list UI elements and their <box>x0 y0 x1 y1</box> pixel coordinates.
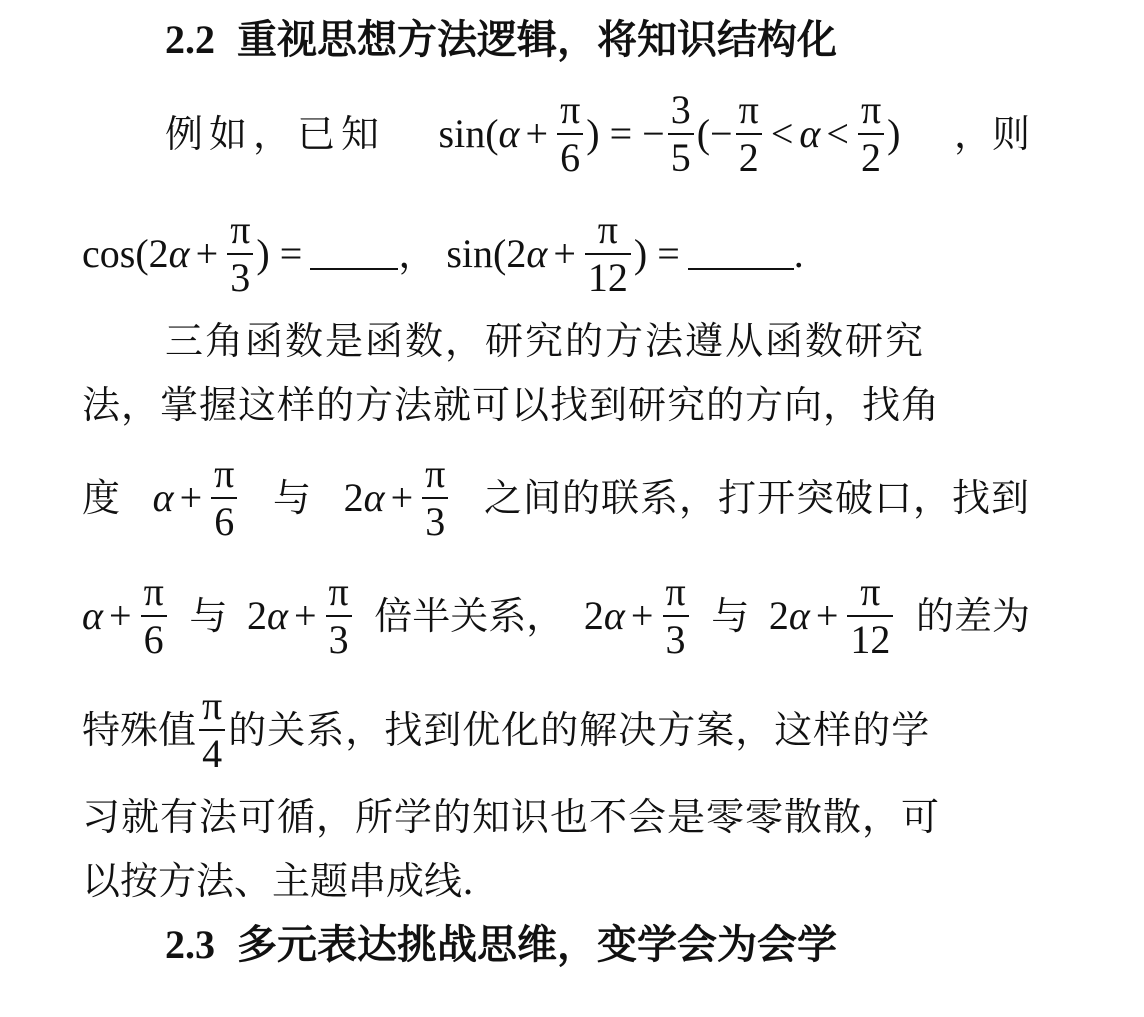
fraction-pi-over-6: $\frac{\pi}{6}$ <box>141 572 167 660</box>
fraction-pi-over-3: $\frac{\pi}{3}$ <box>422 454 448 542</box>
paragraph-line-7: 以按方法、主题串成线. <box>82 859 475 903</box>
paragraph-line-4: α + $\frac{\pi}{6}$ 与 2 α + $\frac{\pi}{3}$ 倍半关系， 2 α + $\frac{\pi}{3}$ 与 2 α + $\frac{\pi}{12}$ 的差为 <box>82 569 1030 662</box>
angle-2alpha-plus-pi-3: 2 α + $\frac{\pi}{3}$ <box>344 454 452 542</box>
special-value-pi-over-4 <box>196 683 228 776</box>
angle-alpha-plus-pi-6: α + $\frac{\pi}{6}$ <box>153 454 241 542</box>
sin-blank-expression: sin(2 α + $\frac{\pi}{12}$ ) = . <box>446 207 804 300</box>
fraction-pi-over-2: $\frac{\pi}{2}$ <box>858 90 884 178</box>
fraction-pi-over-3: $\frac{\pi}{3}$ <box>662 572 688 660</box>
answer-blank-1 <box>310 238 398 270</box>
angle-2alpha-plus-pi-12: 2 α + $\frac{\pi}{12}$ <box>769 572 897 660</box>
cos-blank-expression: cos(2 α + $\frac{\pi}{3}$ ) = <box>82 210 398 298</box>
section-heading-2-3 <box>165 921 837 968</box>
paragraph-line-1: 三角函数是函数，研究的方法遵从函数研究 <box>165 319 926 363</box>
paragraph-line-5: 特殊值 $\frac{\pi}{4}$ 的关系，找到优化的解决方案，这样的学 <box>82 683 931 776</box>
example-trailing: ，则 <box>953 112 1030 156</box>
given-equation: sin( α + $\frac{\pi}{6}$ ) = − $\frac{3}{5}$ (− $\frac{\pi}{2}$ < α < $\frac{\pi}{2}$ ) <box>438 87 901 180</box>
fraction-pi-over-6: $\frac{\pi}{6}$ <box>211 454 237 542</box>
fraction-pi-over-12: $\frac{\pi}{12}$ <box>585 210 631 298</box>
section-title: 重视思想方法逻辑，将知识结构化 <box>237 16 837 63</box>
paragraph-line-3: 度 α + $\frac{\pi}{6}$ 与 2 α + $\frac{\pi}{3}$ 之间的联系，打开突破口，找到 <box>82 451 1030 544</box>
paragraph-line-2: 法，掌握这样的方法就可以找到研究的方向，找角 <box>82 383 941 427</box>
section-number: 2.3 <box>165 922 215 967</box>
fraction-pi-over-3: $\frac{\pi}{3}$ <box>326 572 352 660</box>
fraction-pi-over-3: $\frac{\pi}{3}$ <box>227 210 253 298</box>
fraction-pi-over-2: $\frac{\pi}{2}$ <box>736 90 762 178</box>
example-intro: 例如，已知 <box>165 112 386 156</box>
example-line-2: cos(2 α + $\frac{\pi}{3}$ ) = ， sin(2 α + $\frac{\pi}{12}$ ) = . <box>82 207 804 300</box>
fraction-pi-over-12: $\frac{\pi}{12}$ <box>847 572 893 660</box>
angle-alpha-plus-pi-6: α + $\frac{\pi}{6}$ <box>82 572 170 660</box>
angle-2alpha-plus-pi-3: 2 α + $\frac{\pi}{3}$ <box>247 572 355 660</box>
example-line-1 <box>165 87 1030 180</box>
angle-2alpha-plus-pi-3: 2 α + $\frac{\pi}{3}$ <box>584 572 692 660</box>
paragraph-line-6: 习就有法可循，所学的知识也不会是零零散散，可 <box>82 795 941 839</box>
answer-blank-2 <box>688 238 794 270</box>
fraction-3-over-5: $\frac{3}{5}$ <box>668 90 694 178</box>
fraction-pi-over-4: $\frac{\pi}{4}$ <box>199 686 225 774</box>
section-heading-2-2 <box>165 16 837 63</box>
section-number: 2.2 <box>165 17 215 62</box>
fraction-pi-over-6: $\frac{\pi}{6}$ <box>557 90 583 178</box>
section-title: 多元表达挑战思维，变学会为会学 <box>237 921 837 968</box>
